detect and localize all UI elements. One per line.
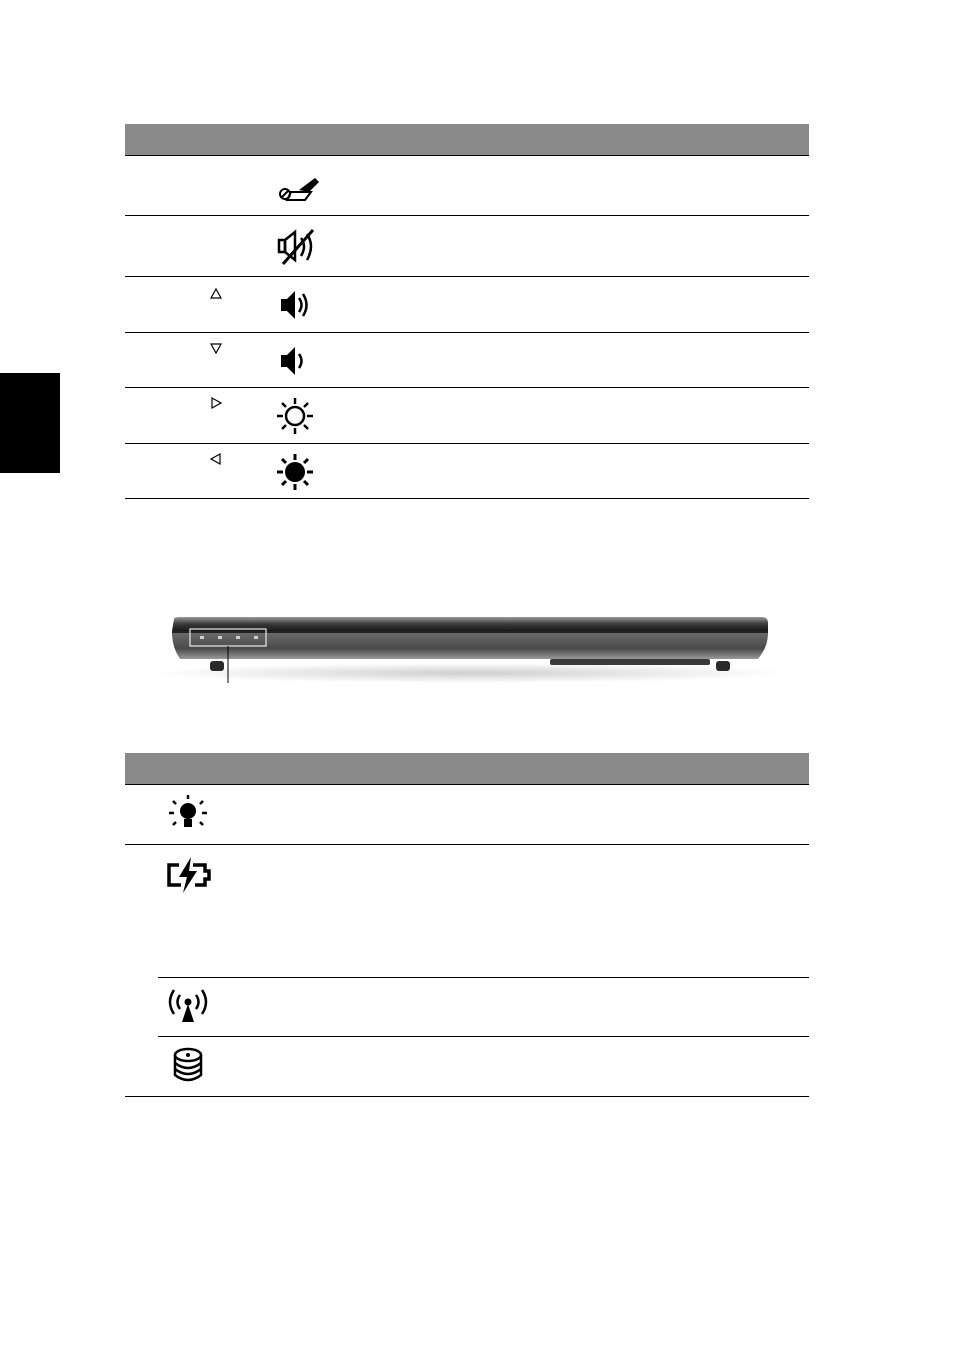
chapter-side-tab (0, 373, 60, 473)
wireless-antenna-icon (163, 986, 213, 1030)
hdd-activity-icon (163, 1045, 213, 1089)
table-row (125, 156, 809, 216)
volume-down-icon (275, 343, 315, 383)
indicator-table (125, 753, 809, 1097)
table-row (125, 444, 809, 499)
table-row (158, 845, 809, 978)
power-light-icon (163, 793, 213, 837)
right-triangle-icon (209, 396, 223, 410)
touchpad-toggle-icon (275, 168, 315, 208)
hotkey-table-header (125, 124, 809, 156)
brightness-up-icon (275, 396, 315, 436)
table-row (125, 785, 809, 845)
table-row (125, 1037, 809, 1097)
table-row (125, 216, 809, 277)
speaker-mute-icon (275, 226, 315, 266)
up-triangle-icon (209, 287, 223, 301)
indicator-table-header (125, 753, 809, 785)
hotkey-table (125, 124, 809, 499)
left-triangle-icon (209, 452, 223, 466)
table-row (125, 277, 809, 333)
table-row (125, 388, 809, 444)
volume-up-icon (275, 287, 315, 327)
table-row (125, 333, 809, 388)
battery-charging-icon (163, 855, 213, 899)
down-triangle-icon (209, 341, 223, 355)
brightness-down-icon (275, 452, 315, 492)
laptop-front-view-illustration (150, 607, 790, 687)
table-row (158, 978, 809, 1037)
